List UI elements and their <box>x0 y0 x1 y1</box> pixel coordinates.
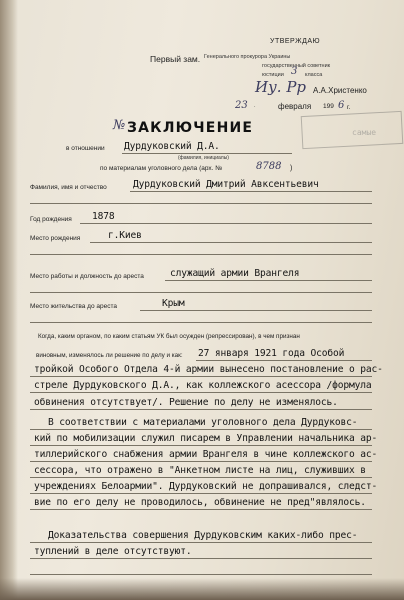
case-suffix: ) <box>290 165 293 172</box>
approval-year-prefix: 199 <box>323 103 334 110</box>
field-value-birth-year: 1878 <box>92 211 115 222</box>
field-line-birth-year <box>80 223 372 224</box>
field-label-birth-year: Год рождения <box>30 216 72 223</box>
handwritten-signature: Иу. Рр <box>255 78 307 96</box>
question-line2: виновным, изменялось ли решение по делу и как: <box>36 352 183 359</box>
body-rule-6 <box>30 445 372 446</box>
approval-role-line1: Генерального прокурора Украины <box>204 54 291 60</box>
page-bottom-shadow <box>0 578 404 600</box>
body-line-6: кий по мобилизации служил писарем в Управлении начальника ар- <box>34 433 378 444</box>
body-line-5: В соответствии с материалами уголовного дела Дурдуковс- <box>48 417 358 428</box>
field-label-birthplace: Место рождения <box>30 235 81 242</box>
field-label-residence: Место жительства до ареста <box>30 303 117 310</box>
field-line-birthplace-2 <box>30 254 372 255</box>
field-line-residence-2 <box>30 322 372 323</box>
body-line-1: 27 января 1921 года Особой <box>198 348 345 359</box>
page-fold-shadow <box>0 0 18 600</box>
signer-name: А.А.Христенко <box>313 86 367 95</box>
field-line-full-name <box>130 191 372 192</box>
body-rule-12 <box>30 558 372 559</box>
body-rule-11 <box>30 542 372 543</box>
body-line-11: Доказательства совершения Дурдуковским каких-либо прес- <box>48 530 358 541</box>
approval-day: 23 <box>235 100 248 111</box>
field-line-residence <box>140 310 372 311</box>
title-mark: № <box>113 118 126 133</box>
field-value-workplace: служащий армии Врангеля <box>170 268 300 279</box>
approval-month: февраля <box>278 102 312 111</box>
in-relation-label: в отношении <box>66 145 105 152</box>
body-line-10: вие по его делу не проводилось, обвинение не пред"являлось. <box>34 497 366 508</box>
case-number: 8788 <box>256 161 282 172</box>
field-line-workplace-2 <box>30 292 372 293</box>
body-rule-10 <box>30 509 372 510</box>
body-rule-8 <box>30 477 372 478</box>
approval-year-suffix: г. <box>347 104 351 111</box>
body-line-7: тиллерийского снабжения армии Врангеля в чине коллежского ас- <box>34 449 378 460</box>
body-rule-1 <box>196 360 372 361</box>
field-value-full-name: Дурдуковский Дмитрий Авксентьевич <box>133 179 319 190</box>
body-line-4: обвинения отсутствует/. Решение по делу не изменялось. <box>34 397 338 408</box>
rank-number: 3 <box>291 66 298 77</box>
field-line-workplace <box>165 280 372 281</box>
day-dot: . <box>254 103 256 109</box>
body-rule-3 <box>30 392 372 393</box>
field-value-residence: Крым <box>162 298 185 309</box>
approval-heading: УТВЕРЖДАЮ <box>270 38 321 45</box>
question-line1: Когда, каким органом, по каким статьям УК был осужден (репрессирован), в чем признан <box>38 333 300 340</box>
approval-role-line3: юстиции <box>262 72 284 78</box>
body-rule-13 <box>30 574 372 575</box>
field-label-full-name: Фамилия, имя и отчество <box>30 184 107 191</box>
case-label: по материалам уголовного дела (арх. № <box>100 165 223 172</box>
approval-role-line2: государственный советник <box>262 63 331 69</box>
body-line-12: туплений в деле отсутствуют. <box>34 546 192 557</box>
field-line-full-name-2 <box>30 203 372 204</box>
body-rule-4 <box>30 409 372 410</box>
faint-stamp-text: самые <box>352 128 377 137</box>
body-rule-5 <box>30 429 372 430</box>
field-line-birthplace <box>90 242 372 243</box>
body-rule-2 <box>30 376 372 377</box>
document-title: ЗАКЛЮЧЕНИЕ <box>127 120 254 136</box>
subject-name-caption: (фамилия, инициалы) <box>178 155 229 161</box>
body-line-9: учреждениях Белоармии". Дурдуковский не допрашивался, следст- <box>34 481 378 492</box>
first-deputy-label: Первый зам. <box>150 54 201 64</box>
subject-name-line <box>122 153 292 154</box>
body-line-2: тройкой Особого Отдела 4-й армии вынесено постановление о рас- <box>34 364 383 375</box>
field-label-workplace: Место работы и должность до ареста <box>30 273 144 280</box>
body-rule-9 <box>30 493 372 494</box>
body-line-3: стреле Дурдуковского Д.А., как коллежского асессора /формула <box>34 380 372 391</box>
approval-role-line3-suffix: класса <box>305 72 323 78</box>
body-rule-7 <box>30 461 372 462</box>
body-line-8: сессора, что отражено в "Анкетном листе на лиц, служивших в <box>34 465 366 476</box>
subject-name: Дурдуковский Д.А. <box>124 141 220 152</box>
field-value-birthplace: г.Киев <box>108 230 142 241</box>
approval-year-digit: 6 <box>338 100 345 111</box>
